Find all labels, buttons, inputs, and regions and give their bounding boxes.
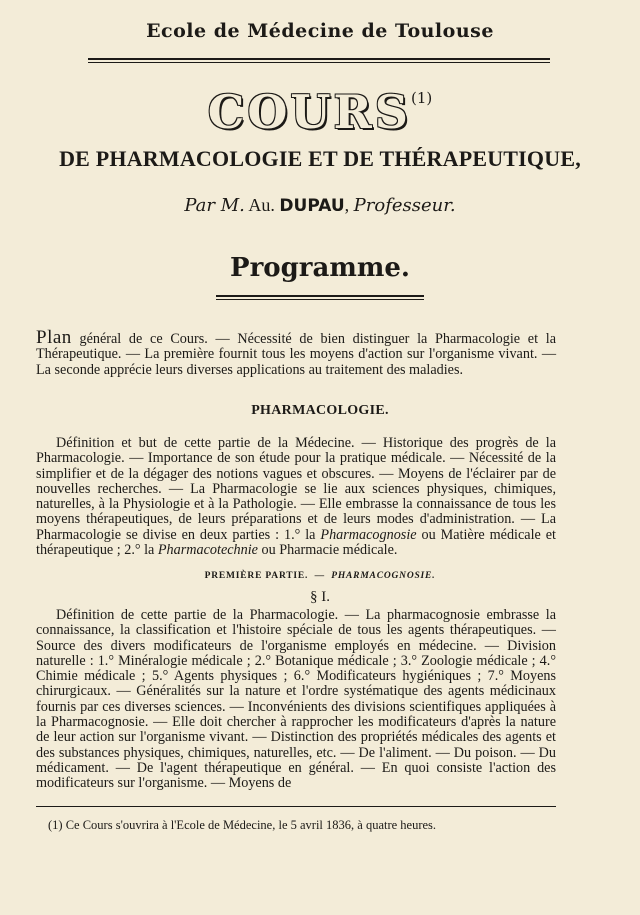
author-line: Par M. Au. DUPAU, Professeur. (184, 195, 456, 216)
part-heading (0, 571, 640, 581)
intro-dropcap: Plan (36, 327, 72, 348)
intro-text: général de ce Cours. — Nécessité de bien distinguer la Pharmacologie et la Thérapeutique. — La première fournit tous les moyens d'action sur l'organisme vivant. — La seconde apprécie leurs diverses applications au traitement des maladies. (36, 331, 556, 378)
part-name: PHARMACOGNOSIE. (331, 571, 436, 581)
author-name: DUPAU (279, 196, 345, 216)
section-1-paragraph: Définition de cette partie de la Pharmacologie. — La pharmacognosie embrasse la connaissance, la classification et l'histoire spéciale de tous les agents thérapeutiques. — Source des divers modificateurs de l'organisme employés en médecine. — Division naturelle : 1.° Minéralogie médicale ; 2.° Botanique médicale ; 3.° Zoologie médicale ; 4.° Chimie médicale ; 5.° Agents physiques ; 6.° Modificateurs hygiéniques ; 7.° Moyens chirurgicaux. — Généralités sur la nature et l'ordre systématique des agents médicinaux fournis par ces diverses sciences. — Inconvénients des divisions scientifiques appliquées à la Pharmacognosie. — Elle doit chercher à rapprocher les modificateurs d'après la nature de leur action sur l'organisme vivant. — Distinction des propriétés médicales des agents et des substances physiques, chimiques, naturelles, etc. — De l'aliment. — Du poison. — Du médicament. — De l'agent thérapeutique en général. — En quoi consiste l'action des modificateurs sur l'organisme. — Moyens de (36, 607, 556, 792)
top-rule-thick (88, 58, 550, 60)
footnote-rule (36, 806, 556, 807)
term-pharmacognosie: Pharmacognosie (320, 526, 417, 543)
pharmacologie-paragraph (36, 436, 556, 558)
pharmacologie-text-a: Définition et but de cette partie de la Médecine. — Historique des progrès de la Pharmacologie. — Importance de son étude pour la pratique médicale. — Nécessité de la simplifier et de la dégager des notions vagues et obscures. — Moyens de l'éclairer par de nouvelles recherches. — La Pharmacologie se lie aux sciences physiques, chimiques, naturelles, à la Physiologie et à la Pathologie. — Elle embrasse la connaissance de tous les moyens thérapeutiques, de leurs préparations et de leurs modes d'administration. — La Pharmacologie se divise en deux parties : 1.° la (36, 435, 556, 543)
course-subtitle: DE PHARMACOLOGIE ET DE THÉRAPEUTIQUE, (59, 146, 581, 171)
section-mark: § I. (310, 589, 330, 605)
author-prefix: Par M. (184, 195, 245, 216)
pharmacologie-heading: PHARMACOLOGIE. (251, 403, 389, 418)
pharmacologie-text-c: ou Pharmacie médicale. (257, 542, 398, 559)
school-header: Ecole de Médecine de Toulouse (146, 20, 494, 42)
programme-heading: Programme. (230, 253, 410, 283)
top-rule-thin (88, 62, 550, 63)
course-title-word: COURS (207, 85, 411, 139)
part-dash: — (314, 571, 325, 581)
part-label: PREMIÈRE PARTIE. (204, 571, 309, 581)
footnote: (1) Ce Cours s'ouvrira à l'Ecole de Médecine, le 5 avril 1836, à quatre heures. (48, 818, 437, 832)
programme-rule-thick (216, 295, 424, 297)
author-initial: Au. (248, 195, 275, 215)
intro-paragraph (36, 327, 556, 378)
footnote-reference: (1) (411, 89, 433, 107)
course-title (0, 85, 640, 139)
term-pharmacotechnie: Pharmacotechnie (157, 542, 258, 559)
author-title: Professeur. (353, 195, 456, 216)
programme-rule-thin (216, 299, 424, 300)
pharmacologie-text-b: ou Matière médicale et thérapeutique ; 2.° la (36, 526, 556, 559)
